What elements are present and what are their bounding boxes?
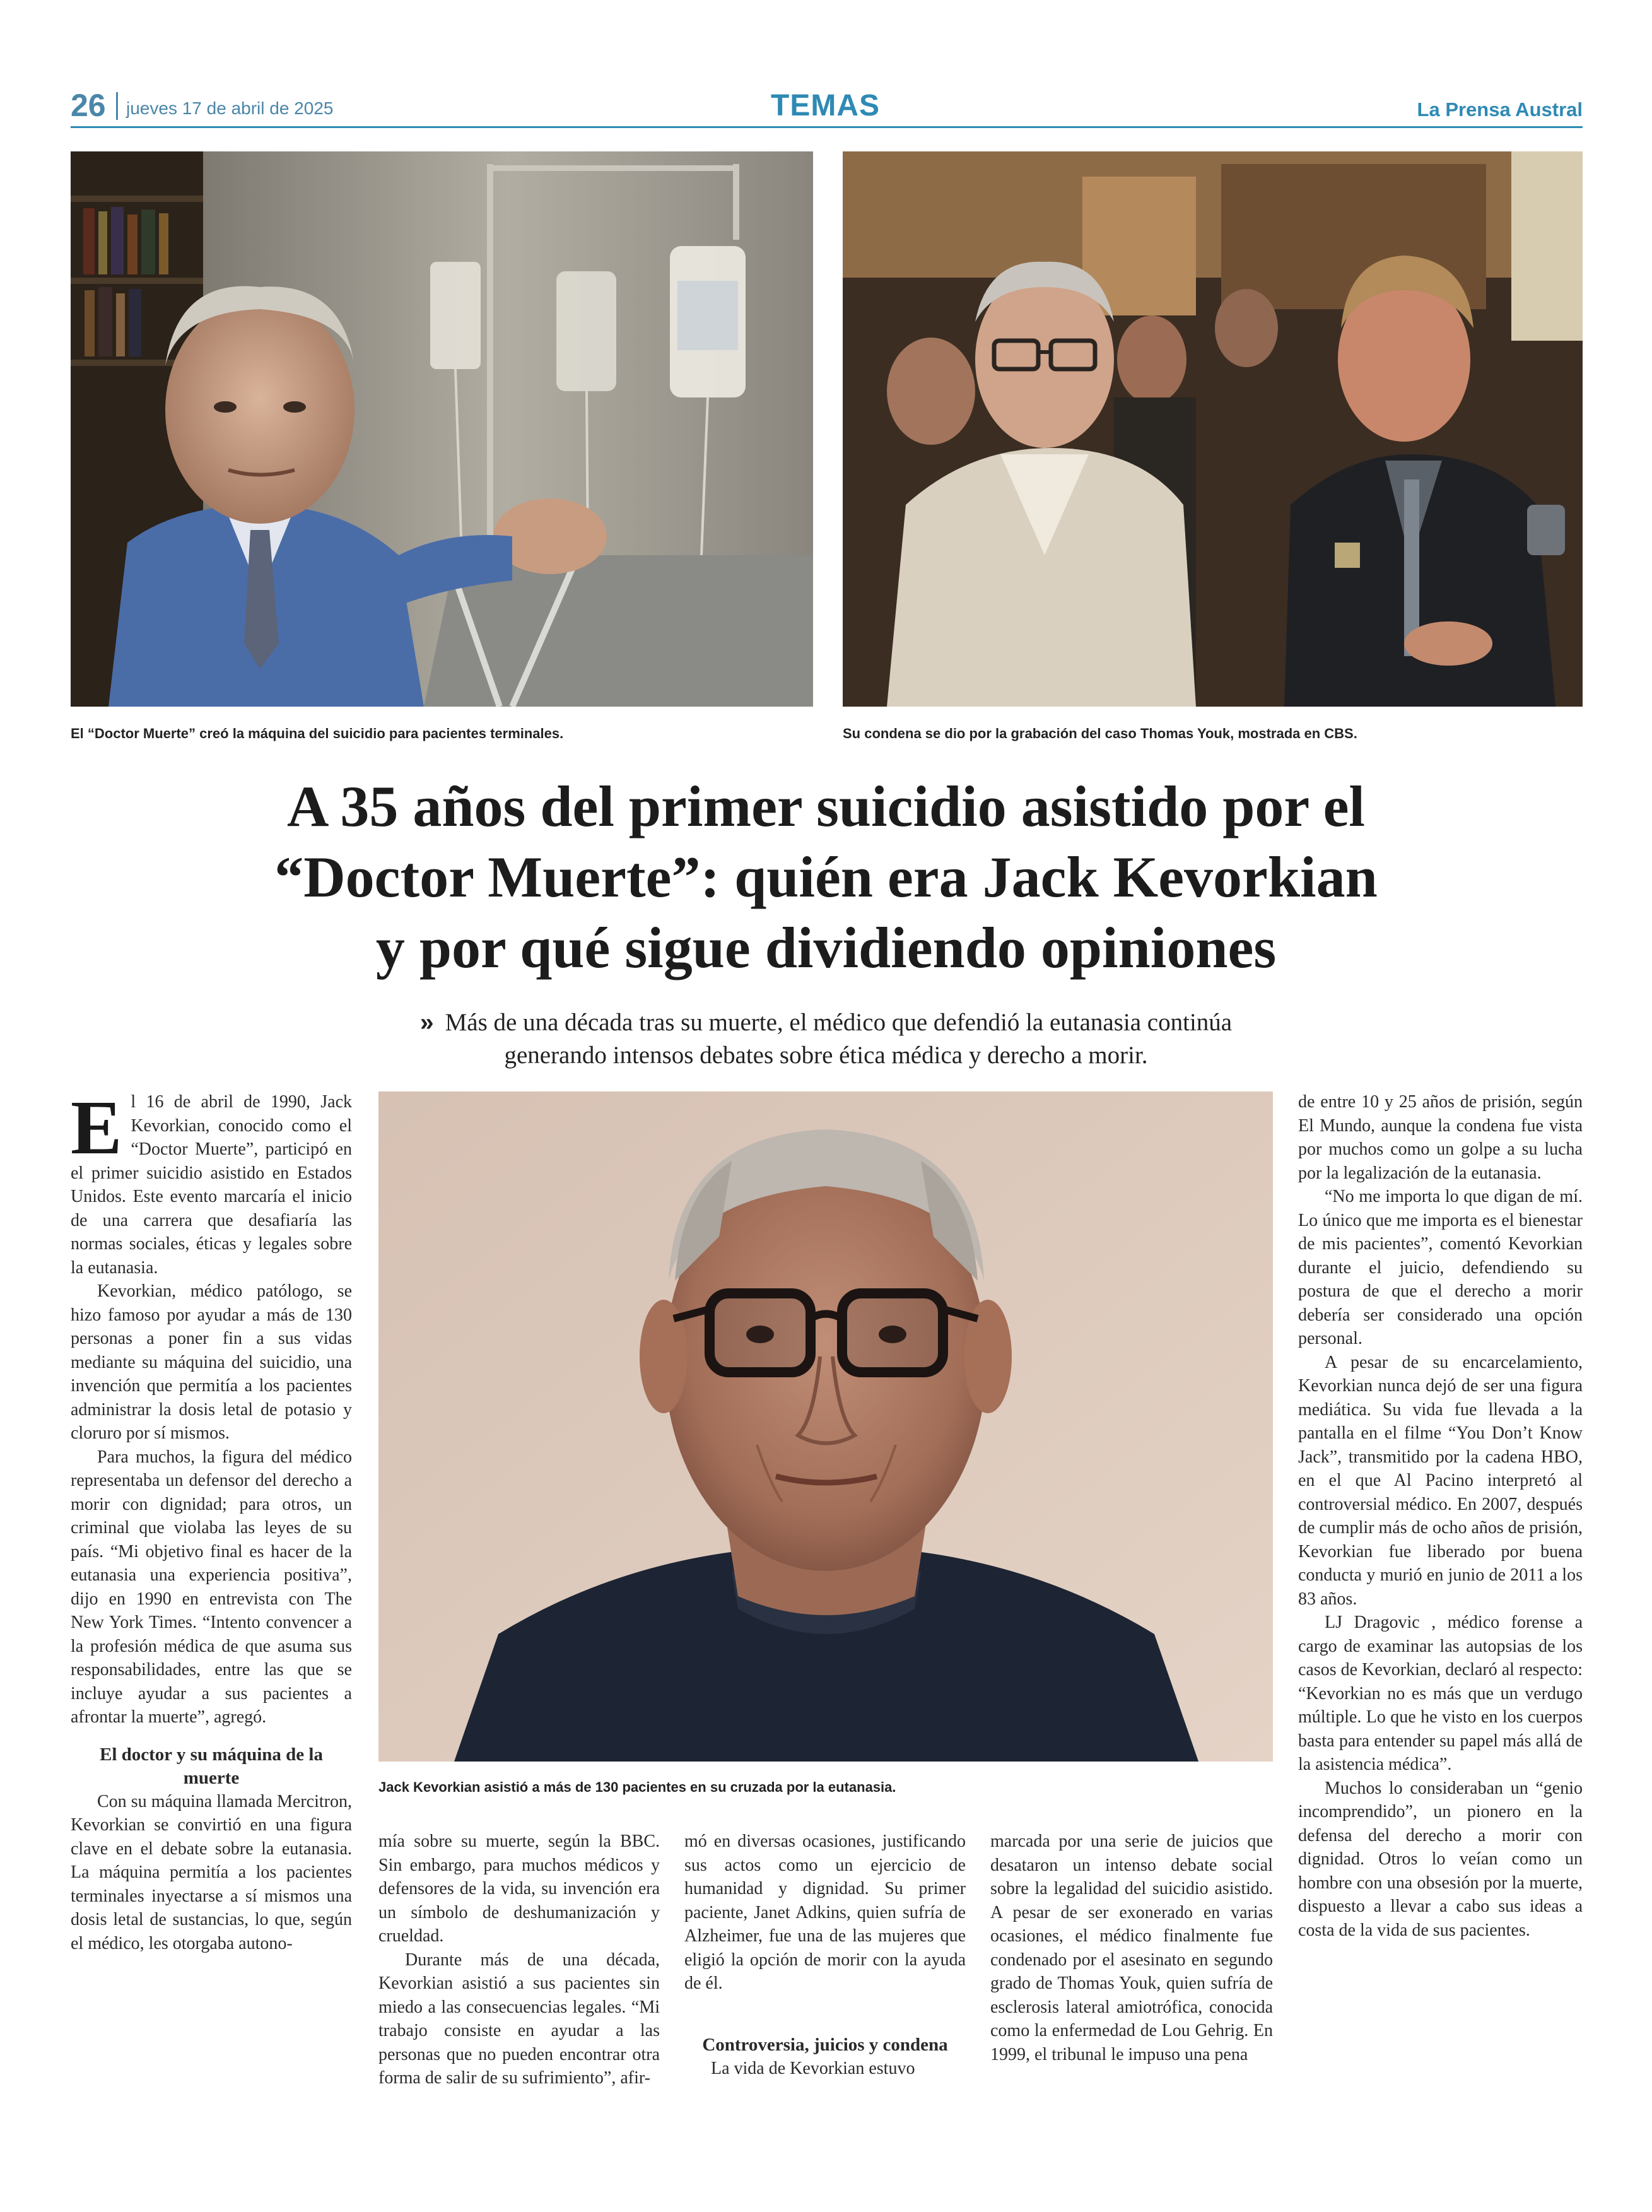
article-paragraph: marcada por una serie de juicios que desataron un intenso debate social sobre la legalidad del suicidio asistido. A pesar de ser exonerado en varias ocasiones, el médico finalmente fue condenado por el asesinato en segundo grado de Thomas Youk, quien sufría de esclerosis lateral amiotrófica, conocida como la enfermedad de Lou Gehrig. En 1999, el tribunal le impuso una pena bbox=[990, 1832, 1273, 2064]
photo-caption-courtroom: Su condena se dio por la grabación del caso Thomas Youk, mostrada en CBS. bbox=[843, 726, 1357, 741]
photo-courtroom bbox=[843, 151, 1583, 707]
article-paragraph: Muchos lo consideraban un “genio incomprendido”, un pionero en la defensa del derecho a morir con dignidad. Otros lo veían como un hombre con una obsesión por la muerte, dispuesto a llevar a cabo sus ideas a costa de la vida de sus pacientes. bbox=[1298, 1778, 1583, 1940]
article-column-2 bbox=[378, 1830, 660, 2090]
drop-cap: E bbox=[71, 1085, 122, 1170]
article-column-3 bbox=[684, 1830, 966, 2080]
article-paragraph: “No me importa lo que digan de mí. Lo único que me importa es el bienestar de mis pacientes”, comentó Kevorkian durante el juicio, defendiendo su postura de que el derecho a morir debería ser considerado una opción personal. bbox=[1298, 1187, 1583, 1348]
article-paragraph: Para muchos, la figura del médico representaba un defensor del derecho a morir con dignidad; para otros, un criminal que violaba las leyes de su país. “Mi objetivo final es hacer de la eutanasia una experiencia positiva”, dijo en 1990 en entrevista con The New York Times. “Intento convencer a la profesión médica de que asuma sus responsabilidades, entre las que se incluye ayudar a sus pacientes a afrontar la muerte”, agregó. bbox=[71, 1447, 352, 1727]
article-deck bbox=[0, 1006, 1652, 1072]
page-number: 26 bbox=[71, 88, 106, 123]
deck-line: Más de una década tras su muerte, el médico que defendió la eutanasia continúa bbox=[445, 1009, 1233, 1036]
section-name: TEMAS bbox=[771, 89, 880, 122]
article-paragraph: mía sobre su muerte, según la BBC. Sin embargo, para muchos médicos y defensores de la vida, su invención era un símbolo de deshumanización y crueldad. bbox=[378, 1832, 660, 1946]
article-column-4 bbox=[990, 1830, 1273, 2066]
photo-caption-machine: El “Doctor Muerte” creó la máquina del suicidio para pacientes terminales. bbox=[71, 726, 564, 741]
header-divider bbox=[116, 92, 118, 120]
deck-line: generando intensos debates sobre ética médica y derecho a morir. bbox=[504, 1042, 1148, 1069]
photo-kevorkian-machine bbox=[71, 151, 813, 707]
headline-line: y por qué sigue dividiendo opiniones bbox=[375, 915, 1277, 980]
headline-line: A 35 años del primer suicidio asistido por el bbox=[286, 774, 1365, 838]
article-paragraph: de entre 10 y 25 años de prisión, según El Mundo, aunque la condena fue vista por muchos como un golpe a su lucha por la legalización de la eutanasia. bbox=[1298, 1092, 1583, 1183]
article-column-5 bbox=[1298, 1090, 1583, 1942]
article-paragraph: mó en diversas ocasiones, justificando sus actos como un ejercicio de humanidad y dignidad. Su primer paciente, Janet Adkins, quien sufría de Alzheimer, fue una de las mujeres que eligió la opción de morir con la ayuda de él. bbox=[684, 1832, 966, 1993]
article-paragraph: LJ Dragovic , médico forense a cargo de examinar las autopsias de los casos de Kevorkian, declaró al respecto: “Kevorkian no es más que un verdugo múltiple. Lo que he visto en los cuerpos basta para entender su papel más allá de la asistencia médica”. bbox=[1298, 1613, 1583, 1774]
article-paragraph: La vida de Kevorkian estuvo bbox=[711, 2058, 915, 2078]
article-paragraph: A pesar de su encarcelamiento, Kevorkian nunca dejó de ser una figura mediática. Su vida fue llevada a la pantalla en el filme “You Don’t Know Jack”, transmitido por la cadena HBO, en el que Al Pacino interpretó al controversial médico. En 2007, después de cumplir más de ocho años de prisión, Kevorkian fue liberado por buena conducta y murió en junio de 2011 a los 83 años. bbox=[1298, 1352, 1583, 1609]
article-subhead: El doctor y su máquina de la muerte bbox=[100, 1744, 323, 1788]
photo-caption-portrait: Jack Kevorkian asistió a más de 130 pacientes en su cruzada por la eutanasia. bbox=[378, 1779, 896, 1795]
newspaper-name: La Prensa Austral bbox=[1417, 98, 1583, 121]
article-paragraph: Kevorkian, médico patólogo, se hizo famoso por ayudar a más de 130 personas a poner fin a sus vidas mediante su máquina del suicidio, una invención que permitía a los pacientes administrar la dosis letal de potasio y cloruro por sí mismos. bbox=[71, 1281, 352, 1443]
double-chevron-icon: » bbox=[419, 1009, 434, 1036]
issue-date: jueves 17 de abril de 2025 bbox=[126, 98, 334, 118]
header-rule bbox=[71, 126, 1583, 128]
article-paragraph: Con su máquina llamada Mercitron, Kevorkian se convirtió en una figura clave en el debate sobre la eutanasia. La máquina permitía a los pacientes terminales inyectarse a sí mismos una dosis letal de sustancias, lo que, según el médico, les otorgaba autono- bbox=[71, 1791, 352, 1953]
article-paragraph: l 16 de abril de 1990, Jack Kevorkian, conocido como el “Doctor Muerte”, participó en el primer suicidio asistido en Estados Unidos. Este evento marcaría el inicio de una carrera que desafiaría las normas sociales, éticas y legales sobre la eutanasia. bbox=[71, 1092, 352, 1278]
article-headline bbox=[0, 771, 1652, 983]
article-paragraph: Durante más de una década, Kevorkian asistió a sus pacientes sin miedo a las consecuencias legales. “Mi trabajo consiste en ayudar a las personas que no pueden encontrar otra forma de salir de su sufrimiento”, afir- bbox=[378, 1950, 660, 2088]
headline-line: “Doctor Muerte”: quién era Jack Kevorkian bbox=[274, 845, 1378, 909]
article-column-1 bbox=[71, 1085, 352, 1955]
article-subhead: Controversia, juicios y condena bbox=[702, 2034, 948, 2055]
photo-kevorkian-portrait bbox=[378, 1091, 1273, 1762]
